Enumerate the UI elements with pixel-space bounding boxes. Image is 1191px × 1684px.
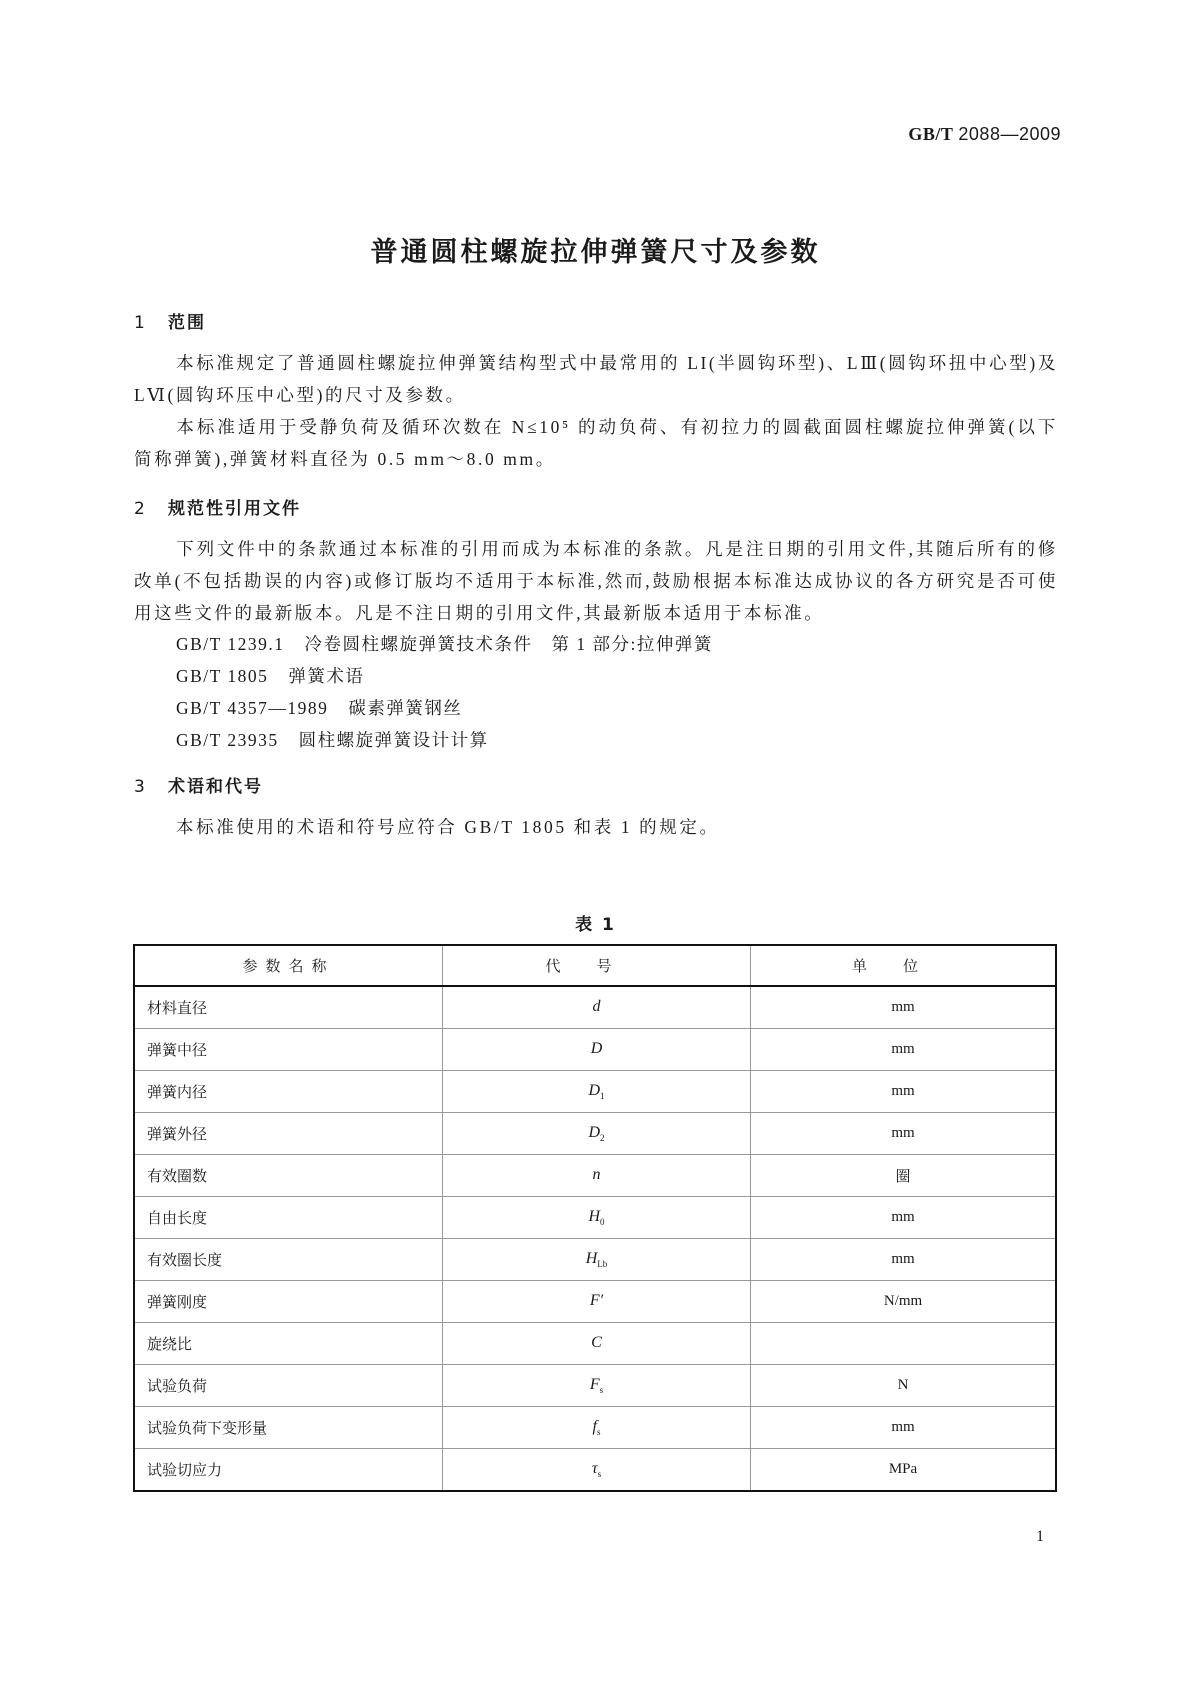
param-name: 旋绕比 [134, 1323, 443, 1365]
standard-prefix: GB/T [908, 124, 954, 144]
reference-item [176, 692, 462, 724]
param-unit: mm [751, 1113, 1057, 1155]
reference-code: GB/T 1805 [176, 666, 269, 686]
param-symbol: D [443, 1029, 751, 1071]
reference-title: 碳素弹簧钢丝 [348, 698, 463, 718]
param-symbol: $\tau_s$ [443, 1449, 751, 1492]
standard-number [908, 124, 1061, 145]
param-unit: 圈 [751, 1155, 1057, 1197]
section-2-paragraph-1: 下列文件中的条款通过本标准的引用而成为本标准的条款。凡是注日期的引用文件,其随后所有的修改单(不包括勘误的内容)或修订版均不适用于本标准,然而,鼓励根据本标准达成协议的各方研究是否可使用这些文件的最新版本。凡是不注日期的引用文件,其最新版本适用于本标准。 [134, 539, 1058, 623]
param-unit: MPa [751, 1449, 1057, 1492]
param-name: 弹簧刚度 [134, 1281, 443, 1323]
reference-code: GB/T 4357—1989 [176, 698, 329, 718]
section-number: 2 [134, 499, 147, 519]
section-3-paragraph-1: 本标准使用的术语和符号应符合 GB/T 1805 和表 1 的规定。 [176, 817, 720, 837]
reference-title: 弹簧术语 [288, 666, 365, 686]
table-row [134, 1113, 1056, 1155]
reference-code: GB/T 1239.1 [176, 634, 285, 654]
param-name: 有效圈长度 [134, 1239, 443, 1281]
table-caption: 表 1 [575, 915, 616, 935]
param-symbol: $H_0$ [443, 1197, 751, 1239]
section-1-paragraph-1: 本标准规定了普通圆柱螺旋拉伸弹簧结构型式中最常用的 LI(半圆钩环型)、LⅢ(圆钩环扭中心型)及 LⅥ(圆钩环压中心型)的尺寸及参数。 [134, 353, 1058, 405]
standard-code: 2088—2009 [958, 124, 1061, 144]
document-title: 普通圆柱螺旋拉伸弹簧尺寸及参数 [370, 237, 821, 268]
column-header-unit: 单位 [751, 945, 1057, 986]
section-3-heading [134, 772, 263, 797]
section-number: 1 [134, 313, 147, 333]
section-1-paragraph-2: 本标准适用于受静负荷及循环次数在 N≤10⁵ 的动负荷、有初拉力的圆截面圆柱螺旋拉伸弹簧(以下简称弹簧),弹簧材料直径为 0.5 mm～8.0 mm。 [134, 417, 1058, 469]
param-unit [751, 1323, 1057, 1365]
section-title: 术语和代号 [168, 777, 263, 797]
param-symbol: $D_1$ [443, 1071, 751, 1113]
table-row [134, 986, 1056, 1029]
table-row [134, 1449, 1056, 1492]
column-header-symbol: 代号 [443, 945, 751, 986]
reference-title: 冷卷圆柱螺旋弹簧技术条件 第 1 部分:拉伸弹簧 [304, 634, 713, 654]
param-symbol: $D_2$ [443, 1113, 751, 1155]
param-symbol: $F_s$ [443, 1365, 751, 1407]
section-title: 规范性引用文件 [168, 499, 301, 519]
table-row [134, 1029, 1056, 1071]
column-header-name: 参数名称 [134, 945, 443, 986]
reference-code: GB/T 23935 [176, 730, 279, 750]
section-number: 3 [134, 777, 147, 797]
param-name: 弹簧内径 [134, 1071, 443, 1113]
param-unit: mm [751, 1197, 1057, 1239]
section-2-heading [134, 494, 301, 519]
table-row [134, 1197, 1056, 1239]
reference-item [176, 660, 364, 692]
param-name: 有效圈数 [134, 1155, 443, 1197]
reference-title: 圆柱螺旋弹簧设计计算 [298, 730, 489, 750]
param-symbol: $H_{Lb}$ [443, 1239, 751, 1281]
param-name: 试验负荷 [134, 1365, 443, 1407]
param-name: 自由长度 [134, 1197, 443, 1239]
reference-item [176, 628, 713, 660]
table-row [134, 1407, 1056, 1449]
param-unit: mm [751, 1029, 1057, 1071]
table-row [134, 1281, 1056, 1323]
param-name: 材料直径 [134, 986, 443, 1029]
param-symbol: C [443, 1323, 751, 1365]
table-row [134, 1323, 1056, 1365]
symbols-table [133, 944, 1057, 1492]
param-unit: mm [751, 1239, 1057, 1281]
table-row [134, 1365, 1056, 1407]
param-symbol: $f_s$ [443, 1407, 751, 1449]
page-number: 1 [1036, 1528, 1044, 1545]
table-header-row [134, 945, 1056, 986]
param-name: 弹簧外径 [134, 1113, 443, 1155]
param-unit: mm [751, 1407, 1057, 1449]
param-name: 弹簧中径 [134, 1029, 443, 1071]
section-title: 范围 [168, 313, 206, 333]
param-name: 试验切应力 [134, 1449, 443, 1492]
table-row [134, 1239, 1056, 1281]
param-unit: N [751, 1365, 1057, 1407]
param-unit: mm [751, 1071, 1057, 1113]
param-symbol: d [443, 986, 751, 1029]
param-unit: mm [751, 986, 1057, 1029]
param-symbol: F′ [443, 1281, 751, 1323]
section-1-heading [134, 308, 206, 333]
table-row [134, 1071, 1056, 1113]
table-row [134, 1155, 1056, 1197]
param-symbol: n [443, 1155, 751, 1197]
reference-item [176, 724, 489, 756]
param-unit: N/mm [751, 1281, 1057, 1323]
param-name: 试验负荷下变形量 [134, 1407, 443, 1449]
